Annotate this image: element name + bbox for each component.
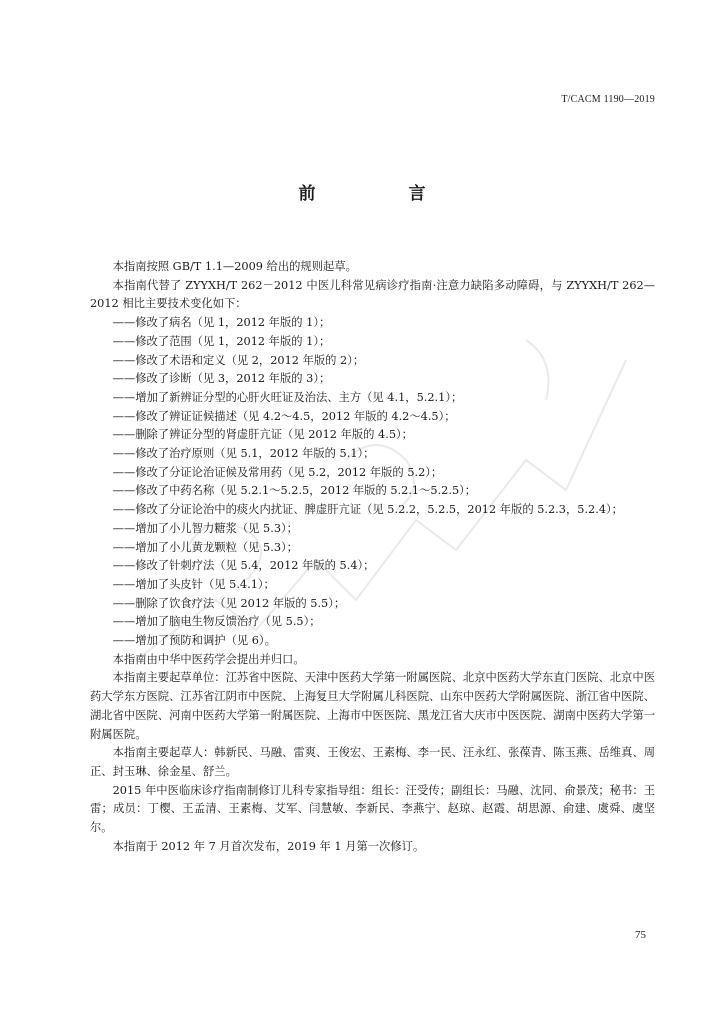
change-item: ——增加了小儿黄龙颗粒（见 5.3）； bbox=[112, 540, 298, 554]
change-item: ——修改了分证论治证候及常用药（见 5.2，2012 年版的 5.2）； bbox=[112, 465, 443, 479]
change-item: ——修改了辨证证候描述（见 4.2～4.5，2012 年版的 4.2～4.5）； bbox=[112, 409, 456, 423]
change-item: ——修改了针刺疗法（见 5.4，2012 年版的 5.4）； bbox=[112, 559, 375, 573]
paragraph: 本指南于 2012 年 7 月首次发布，2019 年 1 月第一次修订。 bbox=[112, 839, 425, 853]
change-item: ——修改了治疗原则（见 5.1，2012 年版的 5.1）； bbox=[112, 447, 375, 461]
change-item: ——增加了头皮针（见 5.4.1）； bbox=[112, 577, 275, 591]
change-item: ——修改了中药名称（见 5.2.1～5.2.5，2012 年版的 5.2.1～5.2.5）； bbox=[112, 484, 477, 498]
change-item: ——增加了小儿智力糖浆（见 5.3）； bbox=[112, 521, 298, 535]
paragraph: 本指南由中华中医药学会提出并归口。 bbox=[112, 652, 305, 666]
foreword-body bbox=[90, 258, 655, 857]
change-item: ——删除了饮食疗法（见 2012 年版的 5.5）； bbox=[112, 596, 346, 610]
change-item: ——删除了辨证分型的肾虚肝亢证（见 2012 年版的 4.5）； bbox=[112, 428, 413, 442]
change-item: ——增加了预防和调护（见 6）。 bbox=[112, 634, 276, 648]
paragraph: 2015 年中医临床诊疗指南制修订儿科专家指导组：组长：汪受传；副组长：马融、沈同、俞景茂；秘书：王雷；成员：丁樱、王孟清、王素梅、艾军、闫慧敏、李新民、李燕宁、赵琼、赵霞、胡思源、俞建、虞舜、虞坚尔。 bbox=[90, 783, 655, 835]
paragraph: 本指南代替了 ZYYXH/T 262－2012 中医儿科常见病诊疗指南·注意力缺陷多动障碍，与 ZYYXH/T 262—2012 相比主要技术变化如下： bbox=[90, 278, 655, 311]
page-title: 前 言 bbox=[298, 184, 464, 204]
change-item: ——修改了范围（见 1，2012 年版的 1）； bbox=[112, 334, 331, 348]
page-number: 75 bbox=[635, 929, 646, 941]
standard-code: T/CACM 1190—2019 bbox=[561, 94, 655, 105]
paragraph: 本指南主要起草人：韩新民、马融、雷爽、王俊宏、王素梅、李一民、汪永红、张葆青、陈玉燕、岳维真、周正、封玉琳、徐金星、舒兰。 bbox=[90, 746, 655, 778]
change-item: ——修改了诊断（见 3，2012 年版的 3）； bbox=[112, 372, 331, 386]
change-item: ——增加了脑电生物反馈治疗（见 5.5）； bbox=[112, 615, 321, 629]
change-item: ——修改了分证论治中的痰火内扰证、脾虚肝亢证（见 5.2.2，5.2.5，2012 年版的 5.2.3，5.2.4）； bbox=[112, 503, 623, 517]
paragraph: 本指南按照 GB/T 1.1—2009 给出的规则起草。 bbox=[112, 260, 357, 273]
change-item: ——修改了病名（见 1，2012 年版的 1）； bbox=[112, 316, 331, 330]
change-item: ——增加了新辨证分型的心肝火旺证及治法、主方（见 4.1，5.2.1）； bbox=[112, 390, 463, 404]
change-item: ——修改了术语和定义（见 2，2012 年版的 2）； bbox=[112, 353, 365, 367]
paragraph: 本指南主要起草单位：江苏省中医院、天津中医药大学第一附属医院、北京中医药大学东直门医院、北京中医药大学东方医院、江苏省江阴市中医院、上海复旦大学附属儿科医院、山东中医药大学附属医院、浙江省中医院、湖北省中医院、河南中医药大学第一附属医院、上海市中医医院、黑龙江省大庆市中医医院、湖南中医药大学第一附属医院。 bbox=[90, 671, 655, 741]
